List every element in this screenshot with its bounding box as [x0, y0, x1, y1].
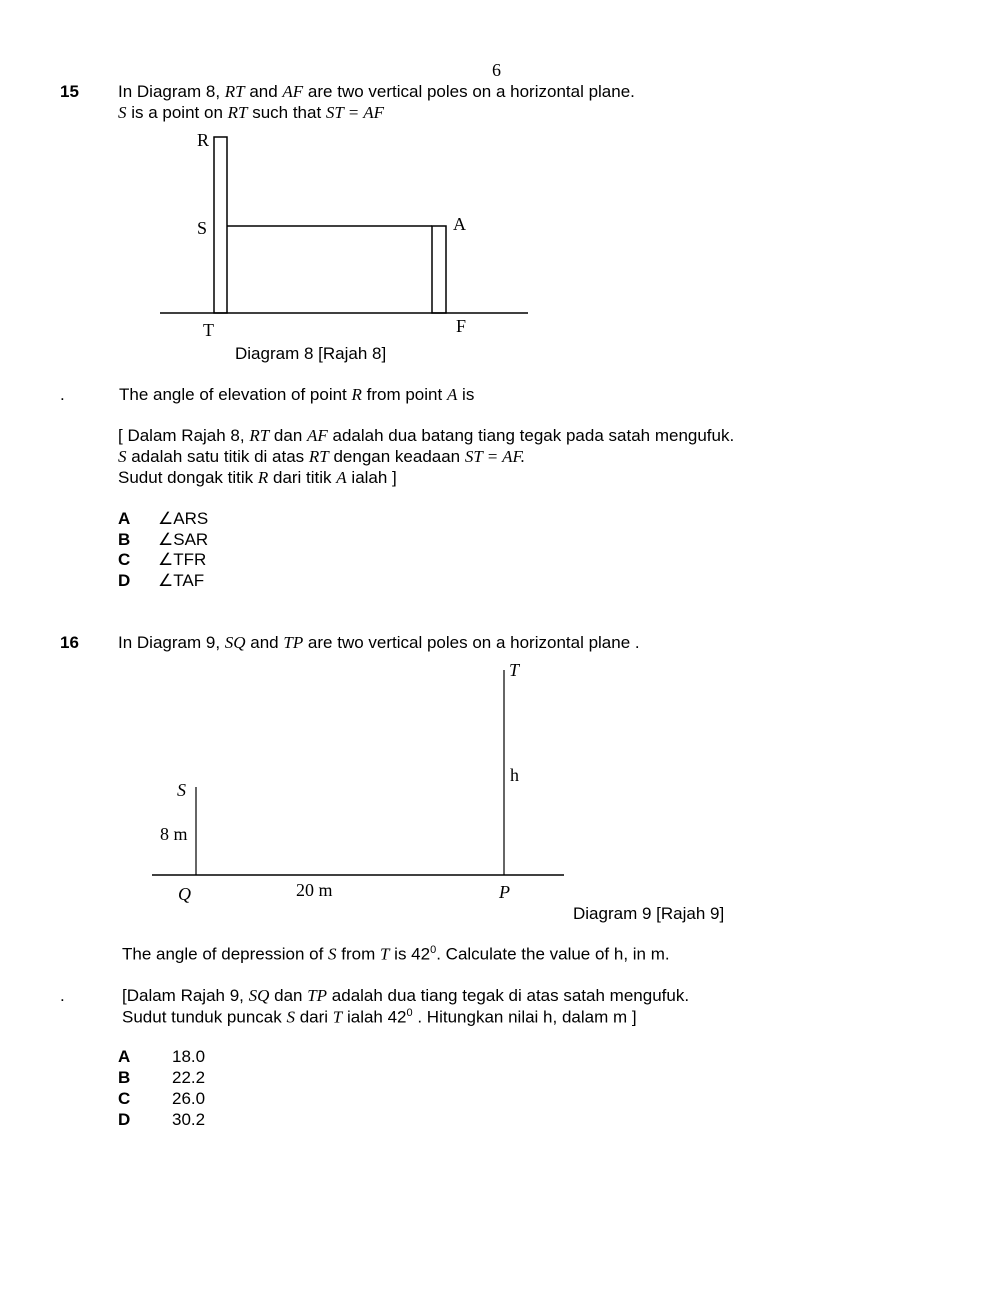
page-number: 6 — [492, 60, 501, 80]
q16-option-b[interactable]: B 22.2 — [118, 1068, 206, 1087]
label-r: R — [197, 130, 210, 150]
pole-rt — [214, 137, 227, 313]
diagram-8 — [0, 0, 1000, 345]
question-16-number: 16 — [60, 633, 79, 652]
angle-icon: ∠ — [158, 571, 174, 590]
q15-malay-line1: [ Dalam Rajah 8, RT dan AF adalah dua batang tiang tegak pada satah mengufuk. — [118, 426, 735, 445]
q15-option-d[interactable]: D ∠TAF — [118, 571, 205, 590]
label-sq-length: 8 m — [160, 824, 188, 844]
pole-af — [432, 226, 446, 313]
label-t: T — [509, 660, 520, 680]
label-h: h — [510, 765, 519, 785]
question-15-number: 15 — [60, 82, 79, 101]
q15-option-b[interactable]: B ∠SAR — [118, 530, 209, 549]
angle-icon: ∠ — [158, 509, 174, 528]
diagram-9-caption: Diagram 9 [Rajah 9] — [573, 904, 725, 923]
q16-malay-marker: . — [60, 986, 65, 1005]
q16-option-c[interactable]: C 26.0 — [118, 1089, 206, 1108]
q16-question: The angle of depression of S from T is $42^0$. Calculate the value of h, in m. — [122, 944, 670, 964]
diagram-8-caption: Diagram 8 [Rajah 8] — [235, 344, 387, 363]
label-f: F — [456, 316, 467, 336]
label-s: S — [177, 780, 186, 800]
q15-question: The angle of elevation of point R from point A is — [119, 385, 475, 404]
q16-option-a[interactable]: A 18.0 — [118, 1047, 206, 1066]
diagram-9 — [0, 650, 1000, 910]
label-q: Q — [178, 884, 191, 904]
q15-question-marker: . — [60, 385, 65, 404]
label-a: A — [453, 214, 466, 234]
q16-malay-line2: Sudut tunduk puncak S dari T ialah $42^0$ . Hitungkan nilai h, dalam m ] — [122, 1007, 637, 1027]
q16-malay-line1: [Dalam Rajah 9, SQ dan TP adalah dua tiang tegak di atas satah mengufuk. — [122, 986, 690, 1005]
label-t: T — [203, 320, 214, 340]
q15-stem-line1: In Diagram 8, RT and AF are two vertical poles on a horizontal plane. — [118, 82, 635, 101]
angle-icon: ∠ — [158, 530, 174, 549]
angle-icon: ∠ — [158, 550, 174, 569]
q15-malay-line2: S adalah satu titik di atas RT dengan keadaan ST = AF. — [118, 447, 525, 466]
q15-malay-line3: Sudut dongak titik R dari titik A ialah ] — [118, 468, 397, 487]
q15-option-a[interactable]: A ∠ARS — [118, 509, 209, 528]
label-qp-length: 20 m — [296, 880, 333, 900]
q15-option-c[interactable]: C ∠TFR — [118, 550, 207, 569]
label-p: P — [499, 882, 510, 902]
q16-stem-line1: In Diagram 9, SQ and TP are two vertical poles on a horizontal plane . — [118, 633, 640, 652]
q16-option-d[interactable]: D 30.2 — [118, 1110, 206, 1129]
q15-stem-line2: S is a point on RT such that ST = AF — [118, 103, 384, 122]
label-s: S — [197, 218, 208, 238]
